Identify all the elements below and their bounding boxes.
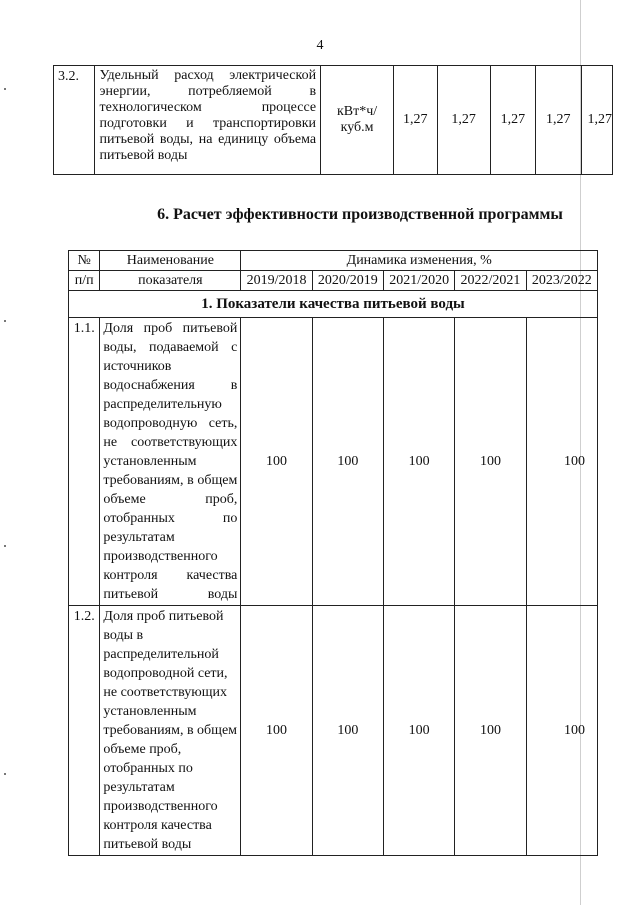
row-number: 1.1. [69, 318, 100, 606]
table-row [54, 66, 613, 175]
scan-speck [4, 773, 6, 775]
row-value: 1,27 [394, 66, 437, 175]
header-num-line1: № [69, 251, 100, 271]
row-indicator-name: Доля проб питьевой воды в распределительной водопроводной сети, не соответствующих установленным требованиям, в общем объеме проб, отобранных по результатам производственного контроля качества питьевой воды [100, 606, 241, 856]
row-value: 100 [241, 606, 312, 856]
header-year: 2023/2022 [526, 271, 597, 291]
header-row [69, 251, 598, 271]
header-name-line2: показателя [100, 271, 241, 291]
header-name-line1: Наименование [100, 251, 241, 271]
row-value: 1,27 [581, 66, 613, 175]
header-num-line2: п/п [69, 271, 100, 291]
page-number: 4 [316, 38, 324, 53]
header-year: 2021/2020 [384, 271, 455, 291]
row-value: 100 [312, 318, 383, 606]
scan-speck [4, 545, 6, 547]
row-value: 100 [526, 318, 597, 606]
scan-speck [4, 320, 6, 322]
table-row [69, 318, 598, 606]
row-unit: кВт*ч/ куб.м [321, 66, 394, 175]
group-title: 1. Показатели качества питьевой воды [69, 291, 598, 318]
row-value: 100 [455, 606, 526, 856]
section-title: 6. Расчет эффективности производственной программы [157, 206, 563, 223]
row-description: Удельный расход электрической энергии, потребляемой в технологическом процессе подготовки и транспортировки питьевой воды, на единицу объема питьевой воды [94, 66, 321, 175]
efficiency-table [68, 250, 598, 856]
row-value: 100 [526, 606, 597, 856]
group-row [69, 291, 598, 318]
row-value: 1,27 [536, 66, 581, 175]
row-value: 100 [384, 318, 455, 606]
row-indicator-name: Доля проб питьевой воды, подаваемой с источников водоснабжения в распределительную водопроводную сеть, не соответствующих установленным требованиям, в общем объеме проб, отобранных по результатам производственного контроля качества питьевой воды [100, 318, 241, 606]
header-year: 2022/2021 [455, 271, 526, 291]
table-row [69, 606, 598, 856]
row-value: 100 [384, 606, 455, 856]
header-dynamics: Динамика изменения, % [241, 251, 598, 271]
continuation-table [53, 65, 613, 175]
header-year: 2020/2019 [312, 271, 383, 291]
row-value: 100 [312, 606, 383, 856]
row-value: 100 [455, 318, 526, 606]
scan-speck [4, 88, 6, 90]
row-number: 1.2. [69, 606, 100, 856]
row-value: 1,27 [437, 66, 490, 175]
row-value: 100 [241, 318, 312, 606]
header-row [69, 271, 598, 291]
row-number: 3.2. [54, 66, 95, 175]
header-year: 2019/2018 [241, 271, 312, 291]
row-value: 1,27 [490, 66, 535, 175]
